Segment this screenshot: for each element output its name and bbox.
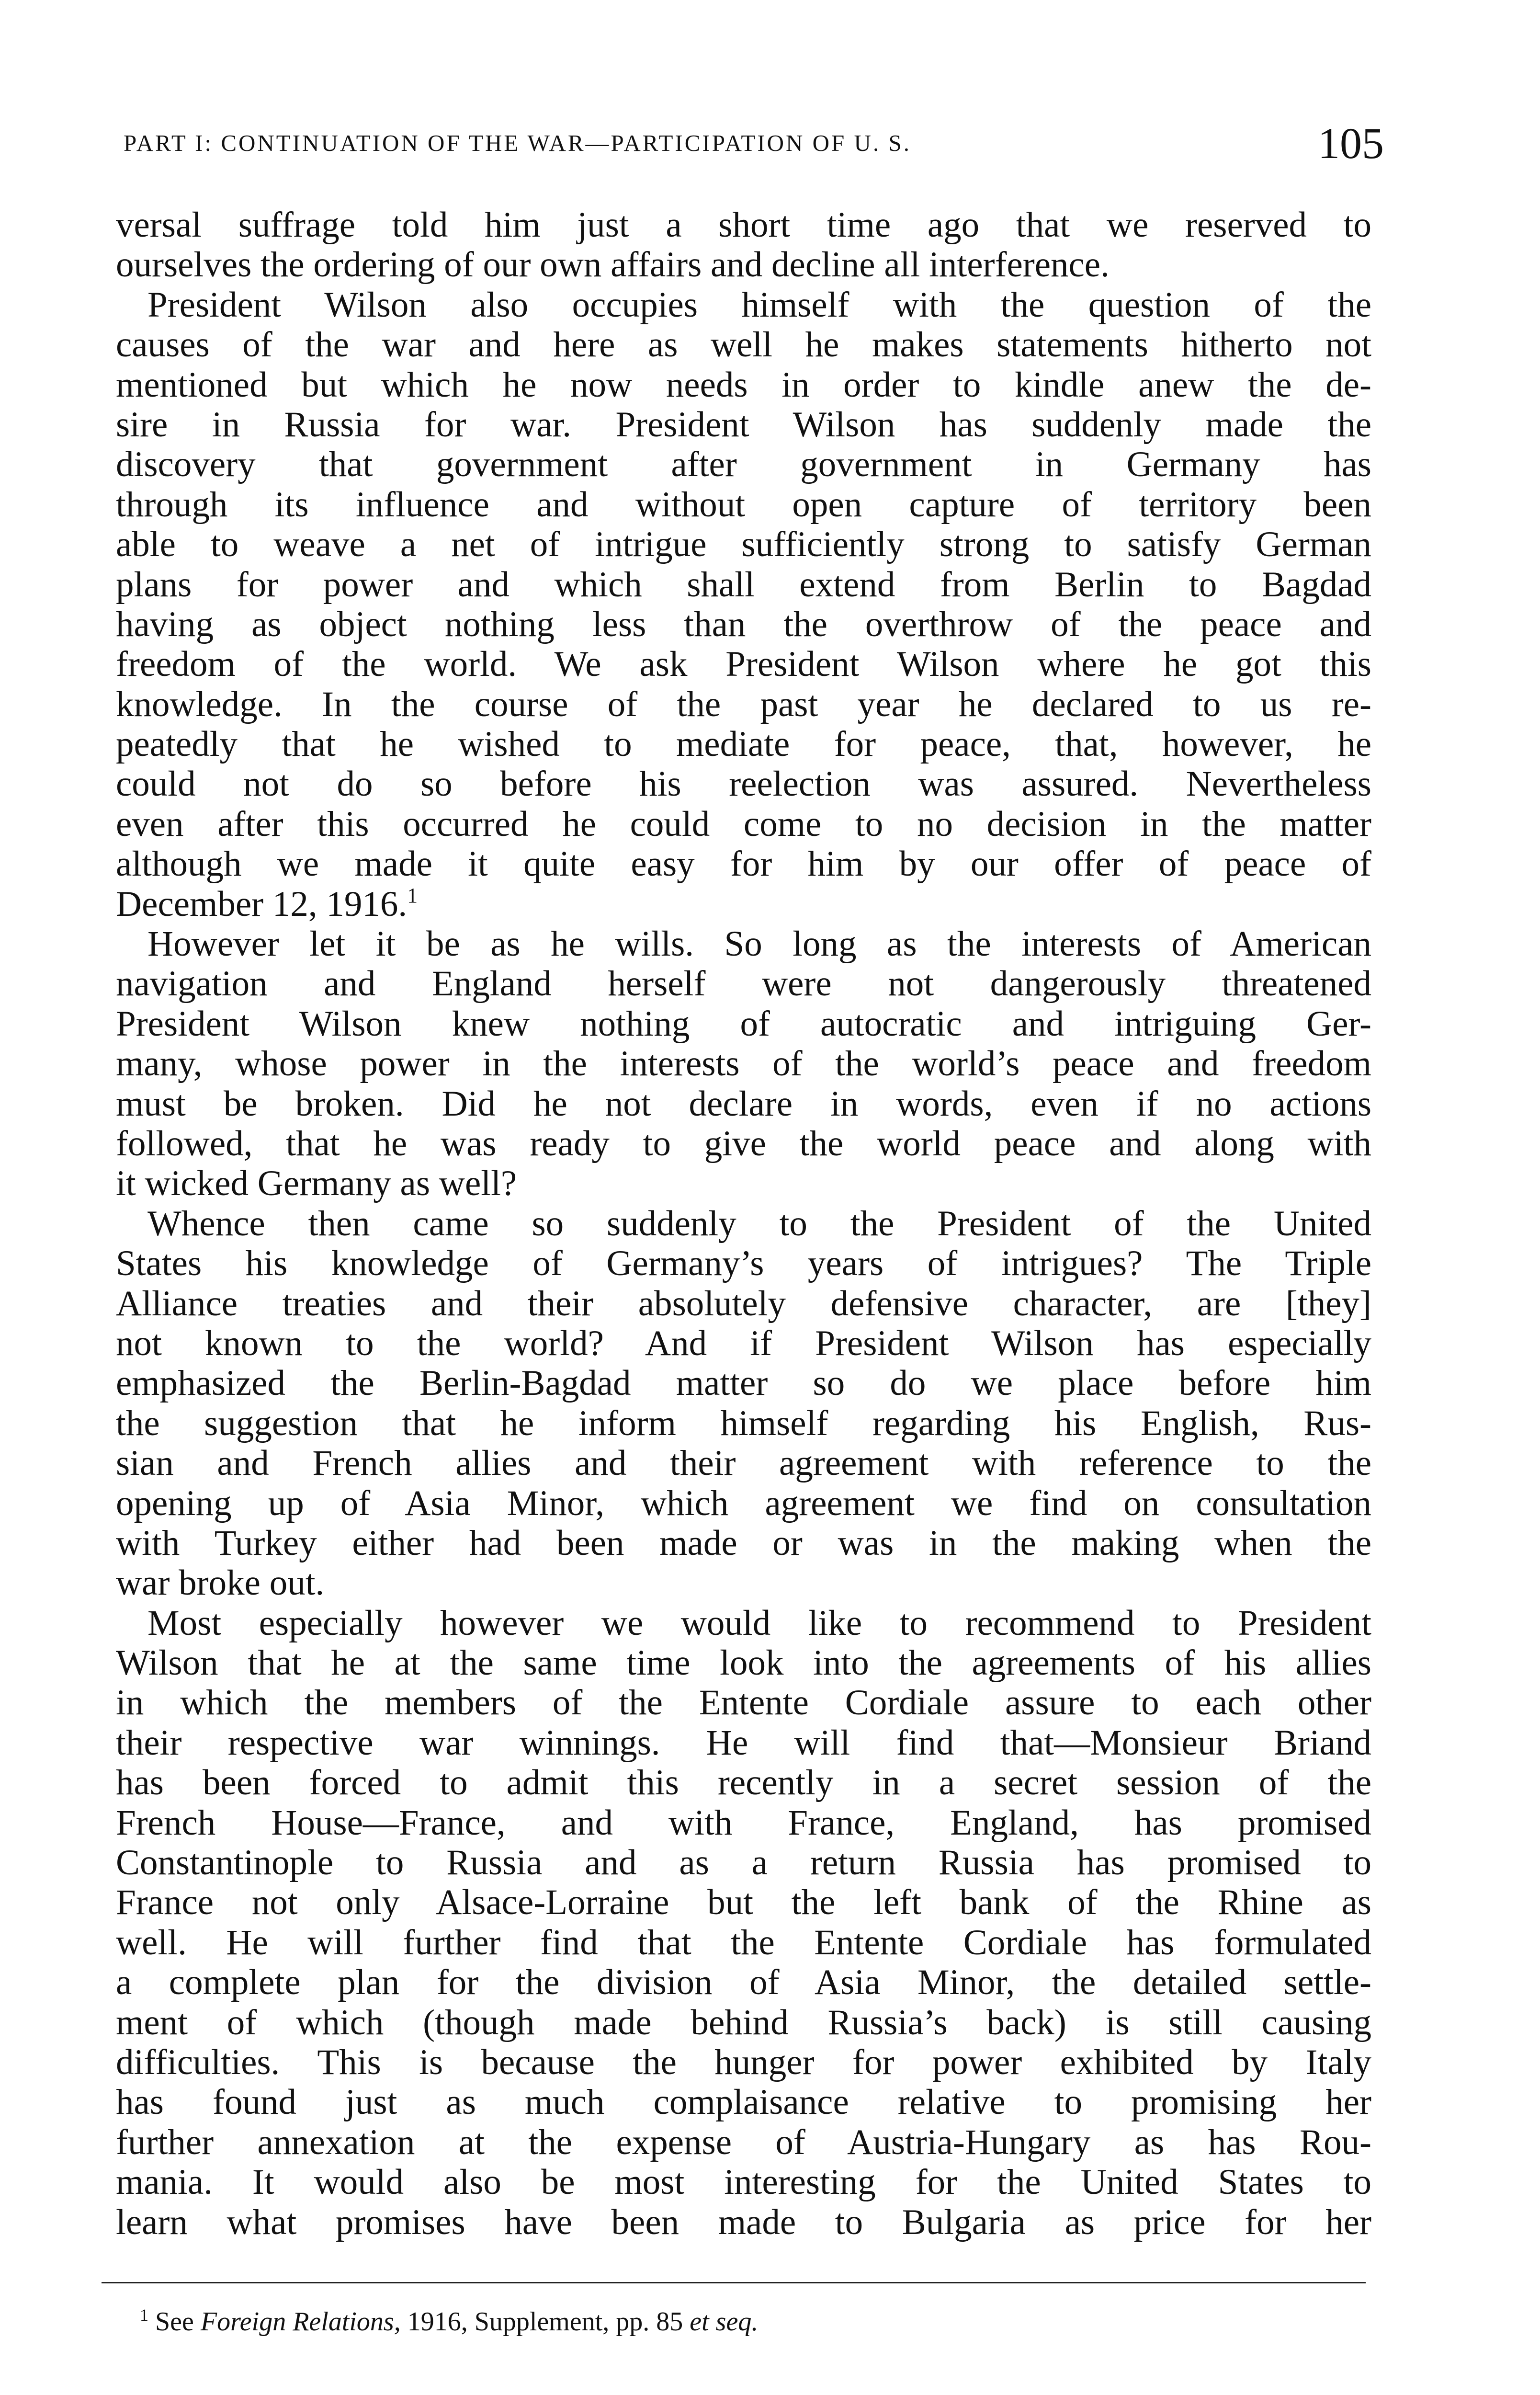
text-line: mentioned but which he now needs in order to kindle anew the de- bbox=[116, 365, 1371, 405]
text-line: President Wilson knew nothing of autocratic and intriguing Ger- bbox=[116, 1004, 1371, 1044]
text-line: has been forced to admit this recently in a secret session of the bbox=[116, 1763, 1371, 1803]
footnote-see: See bbox=[155, 2307, 194, 2337]
text-line: having as object nothing less than the overthrow of the peace and bbox=[116, 604, 1371, 644]
text-line: able to weave a net of intrigue sufficiently strong to satisfy German bbox=[116, 525, 1371, 565]
footnote-mark: 1 bbox=[140, 2305, 148, 2325]
footnote-suffix: et seq. bbox=[690, 2307, 759, 2337]
text-line: President Wilson also occupies himself with the question of the bbox=[147, 285, 1371, 325]
text-line: emphasized the Berlin-Bagdad matter so do we place before him bbox=[116, 1363, 1371, 1403]
text-line: discovery that government after government in Germany has bbox=[116, 445, 1371, 485]
text-line: sire in Russia for war. President Wilson has suddenly made the bbox=[116, 404, 1371, 445]
text-line: causes of the war and here as well he makes statements hitherto not bbox=[116, 325, 1371, 365]
text-line: navigation and England herself were not dangerously threatened bbox=[116, 964, 1371, 1004]
text-line: versal suffrage told him just a short time ago that we reserved to bbox=[116, 205, 1371, 245]
text-line: Whence then came so suddenly to the President of the United bbox=[147, 1203, 1371, 1243]
footnote bbox=[140, 2305, 758, 2337]
text-line: with Turkey either had been made or was in the making when the bbox=[116, 1523, 1371, 1563]
text-line: France not only Alsace-Lorraine but the left bank of the Rhine as bbox=[116, 1882, 1371, 1923]
text-line: followed, that he was ready to give the world peace and along with bbox=[116, 1123, 1371, 1163]
footnote-reference: 1 bbox=[407, 883, 418, 907]
text-line: further annexation at the expense of Austria-Hungary as has Rou- bbox=[116, 2122, 1371, 2162]
text-line: However let it be as he wills. So long as the interests of American bbox=[147, 924, 1371, 964]
text-line: although we made it quite easy for him by our offer of peace of bbox=[116, 844, 1371, 884]
text-line: well. He will further find that the Entente Cordiale has formulated bbox=[116, 1922, 1371, 1962]
text-line: in which the members of the Entente Cordiale assure to each other bbox=[116, 1683, 1371, 1723]
footnote-details: 1916, Supplement, pp. 85 bbox=[407, 2307, 683, 2337]
text-line: French House—France, and with France, England, has promised bbox=[116, 1802, 1371, 1843]
footnote-title: Foreign Relations, bbox=[200, 2307, 401, 2337]
text-line: Wilson that he at the same time look into the agreements of his allies bbox=[116, 1643, 1371, 1683]
text-line: ment of which (though made behind Russia’s back) is still causing bbox=[116, 2002, 1371, 2042]
text-line: war broke out. bbox=[116, 1563, 325, 1603]
text-line: difficulties. This is because the hunger for power exhibited by Italy bbox=[116, 2042, 1371, 2082]
text-line: must be broken. Did he not declare in words, even if no actions bbox=[116, 1083, 1371, 1124]
page-number: 105 bbox=[1318, 119, 1384, 168]
text-line: their respective war winnings. He will find that—Monsieur Briand bbox=[116, 1722, 1371, 1763]
text-line: knowledge. In the course of the past year he declared to us re- bbox=[116, 684, 1371, 724]
text-line: sian and French allies and their agreement with reference to the bbox=[116, 1443, 1371, 1483]
running-header bbox=[124, 118, 1384, 171]
text-line: even after this occurred he could come to no decision in the matter bbox=[116, 804, 1371, 844]
text-line: many, whose power in the interests of the world’s peace and freedom bbox=[116, 1044, 1371, 1084]
body-text bbox=[116, 205, 1371, 2242]
text-line: ourselves the ordering of our own affairs and decline all interference. bbox=[116, 245, 1110, 285]
text-line: through its influence and without open capture of territory been bbox=[116, 484, 1371, 525]
text-line: it wicked Germany as well? bbox=[116, 1163, 517, 1204]
text-line-fragment: December 12, 1916. bbox=[116, 884, 408, 924]
text-line: not known to the world? And if President Wilson has especially bbox=[116, 1323, 1371, 1363]
text-line: mania. It would also be most interesting for the United States to bbox=[116, 2162, 1371, 2202]
running-title: PART I: CONTINUATION OF THE WAR—PARTICIPATION OF U. S. bbox=[124, 130, 911, 156]
text-line: learn what promises have been made to Bulgaria as price for her bbox=[116, 2202, 1371, 2242]
text-line: has found just as much complaisance relative to promising her bbox=[116, 2082, 1371, 2122]
text-line: Alliance treaties and their absolutely defensive character, are [they] bbox=[116, 1283, 1371, 1323]
text-line bbox=[116, 884, 1371, 924]
text-line: plans for power and which shall extend from Berlin to Bagdad bbox=[116, 564, 1371, 604]
text-line: a complete plan for the division of Asia Minor, the detailed settle- bbox=[116, 1962, 1371, 2003]
text-line: opening up of Asia Minor, which agreement we find on consultation bbox=[116, 1483, 1371, 1523]
text-line: could not do so before his reelection was assured. Nevertheless bbox=[116, 764, 1371, 804]
text-line: the suggestion that he inform himself regarding his English, Rus- bbox=[116, 1403, 1371, 1443]
text-line: States his knowledge of Germany’s years of intrigues? The Triple bbox=[116, 1243, 1371, 1284]
footnote-divider bbox=[102, 2282, 1366, 2283]
text-line: peatedly that he wished to mediate for peace, that, however, he bbox=[116, 724, 1371, 764]
text-line: freedom of the world. We ask President Wilson where he got this bbox=[116, 644, 1371, 684]
text-line: Constantinople to Russia and as a return Russia has promised to bbox=[116, 1843, 1371, 1883]
text-line: Most especially however we would like to recommend to President bbox=[147, 1603, 1371, 1643]
